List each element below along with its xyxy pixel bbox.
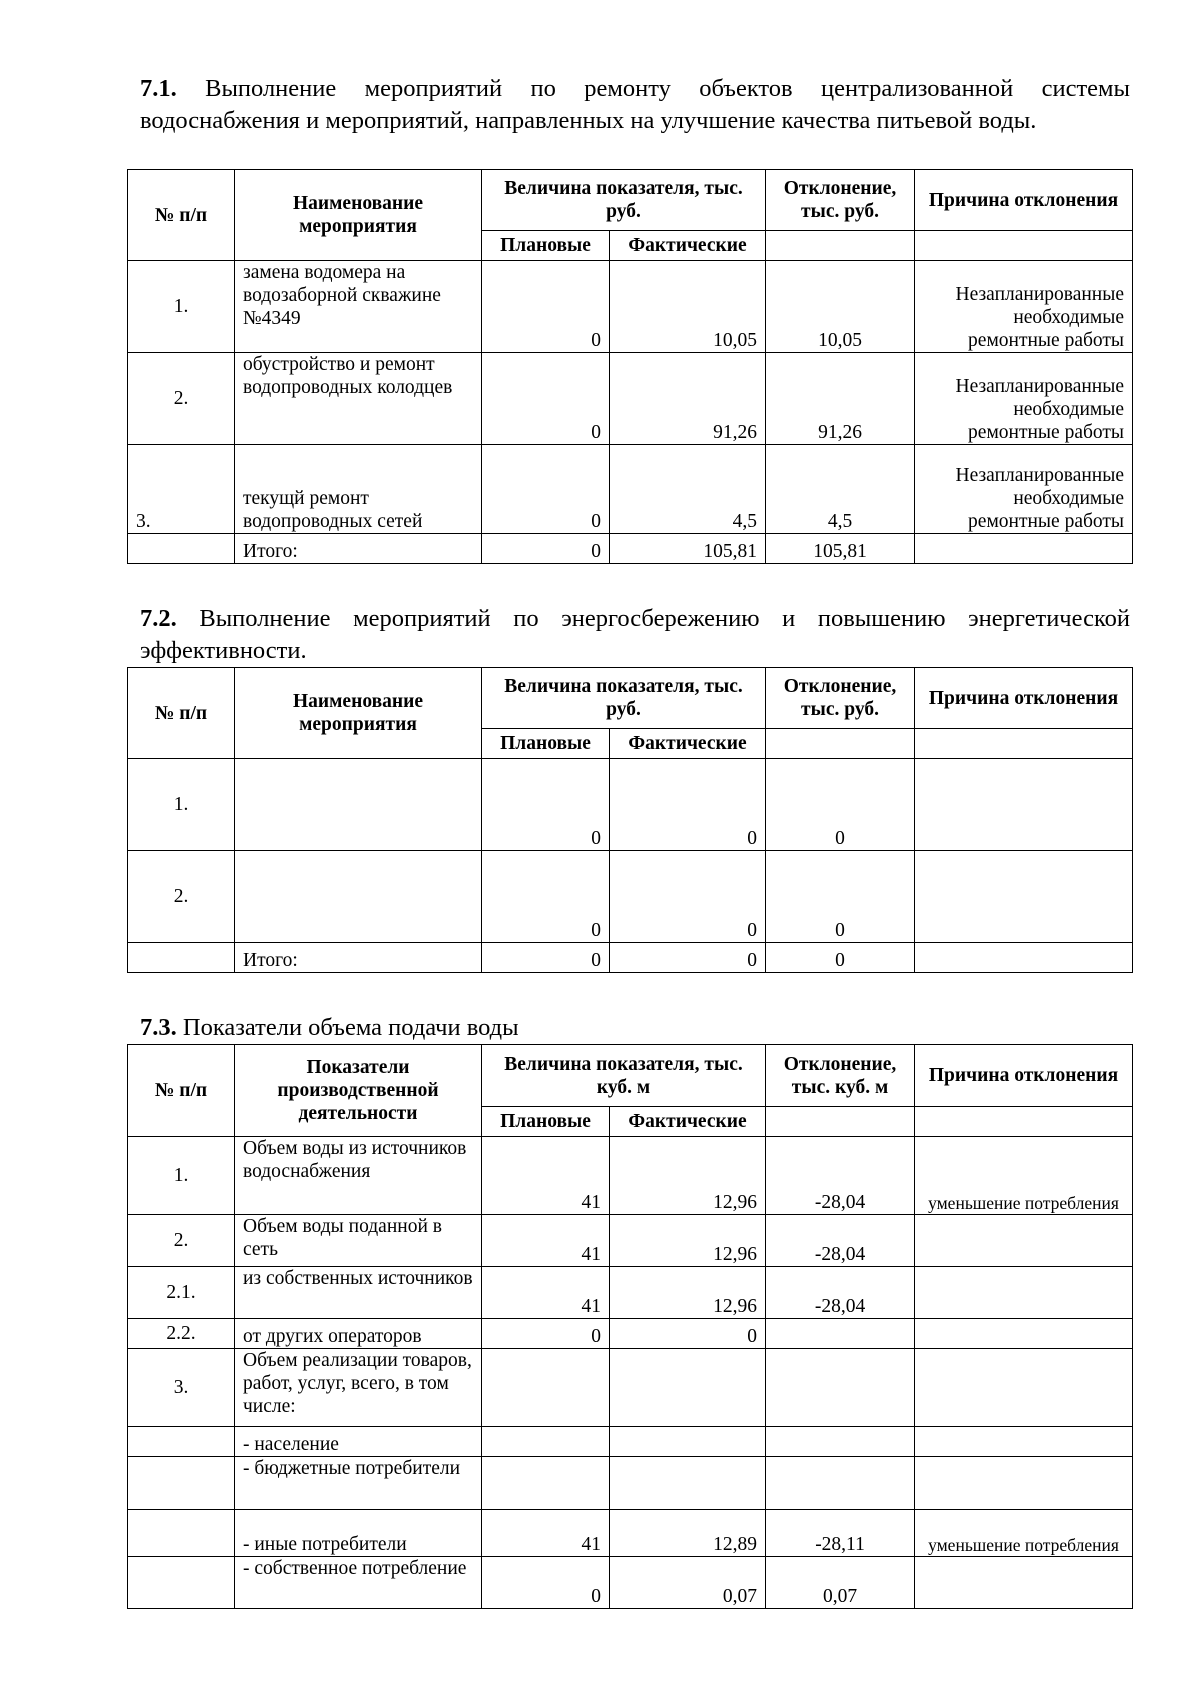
cell-actual: 12,96 bbox=[610, 1267, 766, 1319]
header-empty bbox=[915, 1107, 1133, 1137]
cell-num: 2. bbox=[128, 353, 235, 445]
header-deviation: Отклонение, тыс. руб. bbox=[766, 668, 915, 729]
cell-deviation: -28,11 bbox=[766, 1510, 915, 1557]
cell-deviation bbox=[766, 1457, 915, 1510]
header-reason: Причина отклонения bbox=[915, 1045, 1133, 1107]
cell-planned: 41 bbox=[482, 1267, 610, 1319]
header-name: Показатели производственной деятельности bbox=[235, 1045, 482, 1137]
total-row bbox=[128, 534, 1133, 564]
cell-name bbox=[235, 759, 482, 851]
total-row bbox=[128, 943, 1133, 973]
cell-planned: 0 bbox=[482, 1557, 610, 1609]
total-actual: 105,81 bbox=[610, 534, 766, 564]
cell-actual: 12,96 bbox=[610, 1137, 766, 1215]
cell-num: 3. bbox=[128, 1349, 235, 1427]
cell-reason bbox=[915, 851, 1133, 943]
table-row bbox=[128, 759, 1133, 851]
cell-reason: уменьшение потребления bbox=[915, 1510, 1133, 1557]
total-planned: 0 bbox=[482, 534, 610, 564]
cell-num bbox=[128, 1510, 235, 1557]
cell-num: 3. bbox=[128, 445, 235, 534]
cell-actual: 0 bbox=[610, 759, 766, 851]
cell-num bbox=[128, 1427, 235, 1457]
table-row bbox=[128, 445, 1133, 534]
cell-name: обустройство и ремонт водопроводных колодцев bbox=[235, 353, 482, 445]
table-row bbox=[128, 261, 1133, 353]
header-reason: Причина отклонения bbox=[915, 170, 1133, 231]
cell-planned: 0 bbox=[482, 851, 610, 943]
cell-reason: уменьшение потребления bbox=[915, 1137, 1133, 1215]
cell-planned: 41 bbox=[482, 1137, 610, 1215]
header-empty bbox=[766, 729, 915, 759]
section-title: Выполнение мероприятий по ремонту объектов централизованной системы водоснабжения и мероприятий, направленных на улучшение качества питьевой воды. bbox=[140, 75, 1130, 134]
total-deviation: 0 bbox=[766, 943, 915, 973]
cell-actual bbox=[610, 1457, 766, 1510]
cell-planned: 0 bbox=[482, 445, 610, 534]
section-title: Показатели объема подачи воды bbox=[182, 1014, 519, 1041]
total-planned: 0 bbox=[482, 943, 610, 973]
header-reason: Причина отклонения bbox=[915, 668, 1133, 729]
header-actual: Фактические bbox=[610, 231, 766, 261]
cell-name: из собственных источников bbox=[235, 1267, 482, 1319]
cell-actual: 12,89 bbox=[610, 1510, 766, 1557]
cell-num: 1. bbox=[128, 261, 235, 353]
cell-planned: 41 bbox=[482, 1215, 610, 1267]
cell-name: - собственное потребление bbox=[235, 1557, 482, 1609]
cell-actual: 10,05 bbox=[610, 261, 766, 353]
cell-deviation: 91,26 bbox=[766, 353, 915, 445]
cell-planned: 41 bbox=[482, 1510, 610, 1557]
section-number: 7.2. bbox=[140, 605, 177, 632]
section-title: Выполнение мероприятий по энергосбережению и повышению энергетической эффективности. bbox=[140, 605, 1131, 664]
table-row bbox=[128, 353, 1133, 445]
cell-num: 2. bbox=[128, 1215, 235, 1267]
cell-empty bbox=[128, 943, 235, 973]
cell-reason bbox=[915, 759, 1133, 851]
cell-actual: 0 bbox=[610, 1319, 766, 1349]
cell-deviation bbox=[766, 1319, 915, 1349]
header-actual: Фактические bbox=[610, 729, 766, 759]
cell-name: - население bbox=[235, 1427, 482, 1457]
cell-name: от других операторов bbox=[235, 1319, 482, 1349]
cell-planned: 0 bbox=[482, 261, 610, 353]
cell-deviation: -28,04 bbox=[766, 1267, 915, 1319]
cell-reason bbox=[915, 1319, 1133, 1349]
cell-reason bbox=[915, 1457, 1133, 1510]
cell-deviation: 4,5 bbox=[766, 445, 915, 534]
cell-actual: 4,5 bbox=[610, 445, 766, 534]
table-row bbox=[128, 1427, 1133, 1457]
header-empty bbox=[766, 1107, 915, 1137]
table-row bbox=[128, 1267, 1133, 1319]
section-number: 7.3. bbox=[140, 1014, 177, 1041]
cell-reason bbox=[915, 1215, 1133, 1267]
table-row bbox=[128, 1510, 1133, 1557]
cell-reason bbox=[915, 1427, 1133, 1457]
header-empty bbox=[915, 729, 1133, 759]
header-actual: Фактические bbox=[610, 1107, 766, 1137]
cell-num: 2.2. bbox=[128, 1319, 235, 1349]
section-7-3-heading bbox=[140, 1012, 1130, 1044]
section-number: 7.1. bbox=[140, 75, 177, 102]
cell-name: Объем реализации товаров, работ, услуг, всего, в том числе: bbox=[235, 1349, 482, 1427]
cell-num: 1. bbox=[128, 1137, 235, 1215]
cell-deviation: 0 bbox=[766, 851, 915, 943]
cell-name: - бюджетные потребители bbox=[235, 1457, 482, 1510]
header-num: № п/п bbox=[128, 170, 235, 261]
header-deviation: Отклонение, тыс. руб. bbox=[766, 170, 915, 231]
cell-num: 1. bbox=[128, 759, 235, 851]
cell-deviation: 10,05 bbox=[766, 261, 915, 353]
table-row bbox=[128, 1215, 1133, 1267]
cell-planned bbox=[482, 1457, 610, 1510]
cell-deviation: 0,07 bbox=[766, 1557, 915, 1609]
cell-empty bbox=[915, 534, 1133, 564]
table-row bbox=[128, 1319, 1133, 1349]
cell-deviation: -28,04 bbox=[766, 1137, 915, 1215]
cell-num: 2. bbox=[128, 851, 235, 943]
table-row bbox=[128, 1457, 1133, 1510]
cell-deviation bbox=[766, 1427, 915, 1457]
cell-empty bbox=[915, 943, 1133, 973]
cell-planned: 0 bbox=[482, 353, 610, 445]
header-planned: Плановые bbox=[482, 1107, 610, 1137]
header-value: Величина показателя, тыс. руб. bbox=[482, 668, 766, 729]
table-row bbox=[128, 851, 1133, 943]
table-7-1 bbox=[127, 169, 1133, 564]
cell-reason bbox=[915, 1349, 1133, 1427]
cell-planned: 0 bbox=[482, 1319, 610, 1349]
table-row bbox=[128, 1349, 1133, 1427]
cell-reason bbox=[915, 1267, 1133, 1319]
total-deviation: 105,81 bbox=[766, 534, 915, 564]
cell-reason bbox=[915, 1557, 1133, 1609]
cell-name: - иные потребители bbox=[235, 1510, 482, 1557]
cell-actual bbox=[610, 1349, 766, 1427]
cell-actual: 12,96 bbox=[610, 1215, 766, 1267]
header-num: № п/п bbox=[128, 1045, 235, 1137]
cell-num: 2.1. bbox=[128, 1267, 235, 1319]
cell-empty bbox=[128, 534, 235, 564]
cell-actual: 91,26 bbox=[610, 353, 766, 445]
table-7-2 bbox=[127, 667, 1133, 973]
header-planned: Плановые bbox=[482, 231, 610, 261]
header-empty bbox=[766, 231, 915, 261]
cell-reason: Незапланированные необходимые ремонтные работы bbox=[915, 261, 1133, 353]
header-deviation: Отклонение, тыс. куб. м bbox=[766, 1045, 915, 1107]
cell-name: Объем воды поданной в сеть bbox=[235, 1215, 482, 1267]
header-name: Наименование мероприятия bbox=[235, 668, 482, 759]
cell-actual: 0 bbox=[610, 851, 766, 943]
table-7-3 bbox=[127, 1044, 1133, 1609]
header-num: № п/п bbox=[128, 668, 235, 759]
header-empty bbox=[915, 231, 1133, 261]
header-name: Наименование мероприятия bbox=[235, 170, 482, 261]
cell-deviation bbox=[766, 1349, 915, 1427]
cell-deviation: 0 bbox=[766, 759, 915, 851]
section-7-1-heading bbox=[140, 73, 1130, 137]
total-actual: 0 bbox=[610, 943, 766, 973]
cell-num bbox=[128, 1557, 235, 1609]
cell-actual: 0,07 bbox=[610, 1557, 766, 1609]
total-label: Итого: bbox=[235, 534, 482, 564]
cell-name bbox=[235, 851, 482, 943]
cell-actual bbox=[610, 1427, 766, 1457]
cell-planned bbox=[482, 1427, 610, 1457]
section-7-2-heading bbox=[140, 603, 1130, 667]
cell-planned bbox=[482, 1349, 610, 1427]
cell-name: замена водомера на водозаборной скважине №4349 bbox=[235, 261, 482, 353]
cell-reason: Незапланированные необходимые ремонтные работы bbox=[915, 353, 1133, 445]
cell-deviation: -28,04 bbox=[766, 1215, 915, 1267]
cell-reason: Незапланированные необходимые ремонтные работы bbox=[915, 445, 1133, 534]
header-planned: Плановые bbox=[482, 729, 610, 759]
cell-name: Объем воды из источников водоснабжения bbox=[235, 1137, 482, 1215]
header-value: Величина показателя, тыс. руб. bbox=[482, 170, 766, 231]
cell-planned: 0 bbox=[482, 759, 610, 851]
cell-num bbox=[128, 1457, 235, 1510]
cell-name: текущй ремонт водопроводных сетей bbox=[235, 445, 482, 534]
header-value: Величина показателя, тыс. куб. м bbox=[482, 1045, 766, 1107]
table-row bbox=[128, 1137, 1133, 1215]
table-row bbox=[128, 1557, 1133, 1609]
total-label: Итого: bbox=[235, 943, 482, 973]
